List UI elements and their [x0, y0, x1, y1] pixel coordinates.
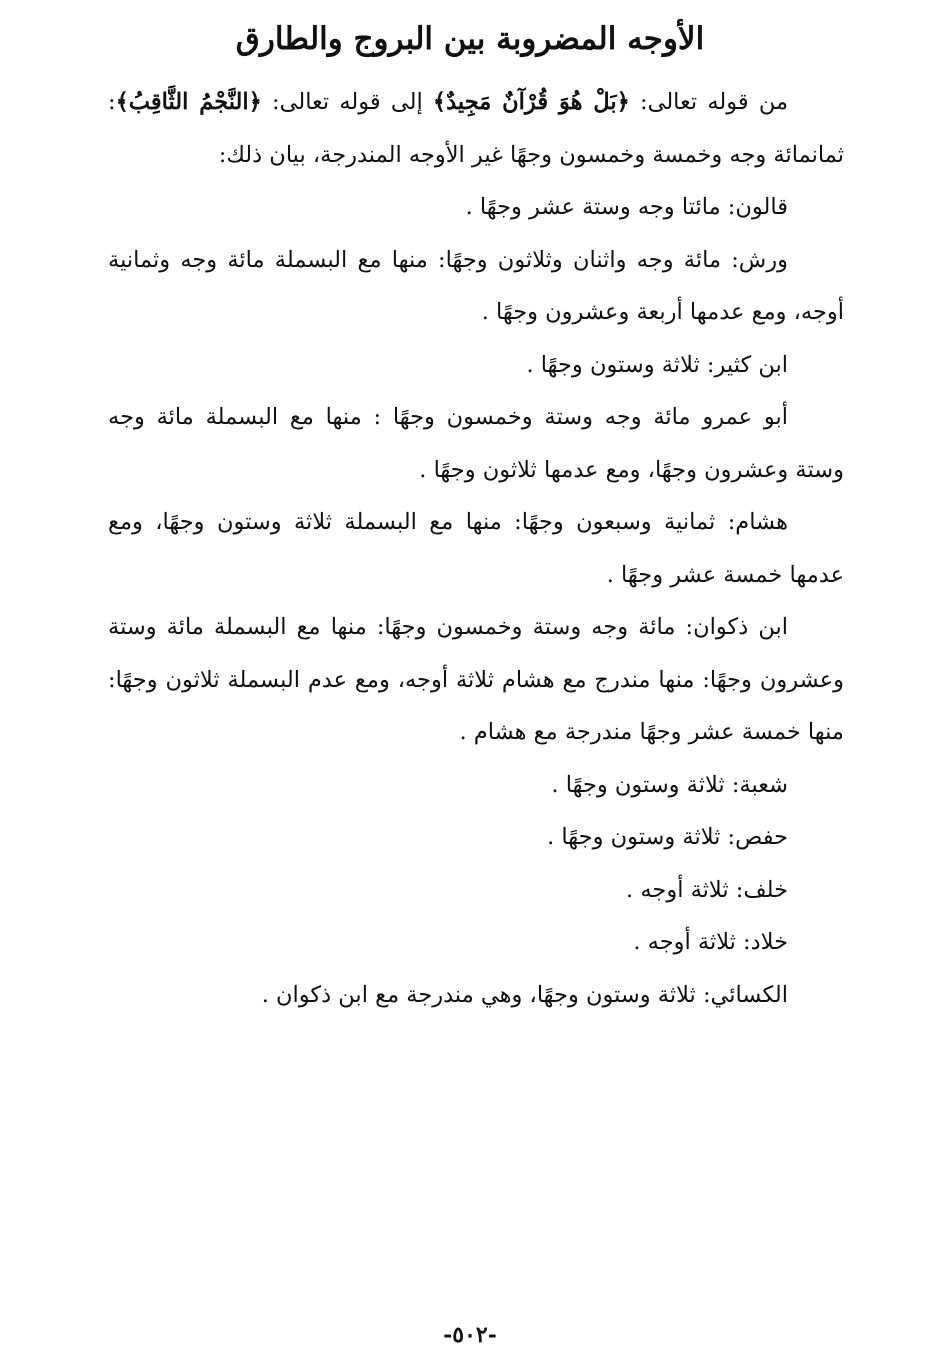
intro-text-between: إلى قوله تعالى: — [261, 89, 433, 115]
paragraph-qalun: قالون: مائتا وجه وستة عشر وجهًا . — [465, 194, 788, 220]
intro-paragraph — [108, 76, 844, 181]
paragraph-khalaf: خلف: ثلاثة أوجه . — [626, 876, 788, 903]
paragraph-hafs: حفص: ثلاثة وستون وجهًا . — [547, 824, 788, 850]
page-title: الأوجه المضروبة بين البروج والطارق — [235, 21, 705, 57]
paragraph-kisai: الكسائي: ثلاثة وستون وجهًا، وهي مندرجة مع ابن ذكوان . — [261, 981, 788, 1008]
intro-text-before: من قوله تعالى: — [629, 89, 788, 115]
paragraph-ibn-kathir: ابن كثير: ثلاثة وستون وجهًا . — [526, 351, 788, 378]
paragraph-ibn-dhakwan: ابن ذكوان: مائة وجه وستة وخمسون وجهًا: منها مع البسملة مائة وستة وعشرون وجهًا: منها مندرج مع هشام ثلاثة أوجه، ومع عدم البسملة ثلاثون وجهًا: منها خمسة عشر وجهًا مندرجة مع هشام . — [108, 614, 844, 745]
paragraph-khallad: خلاد: ثلاثة أوجه . — [633, 929, 788, 955]
quran-verse-first: ﴿بَلْ هُوَ قُرْآنٌ مَجِيدٌ﴾ — [432, 89, 630, 115]
page-number: -٥٠٢- — [443, 1322, 497, 1348]
paragraph-warsh: ورش: مائة وجه واثنان وثلاثون وجهًا: منها مع البسملة مائة وجه وثمانية أوجه، ومع عدمها أربعة وعشرون وجهًا . — [108, 246, 844, 325]
quran-verse-second: ﴿النَّجْمُ الثَّاقِبُ﴾ — [115, 89, 262, 115]
paragraph-abu-amr: أبو عمرو مائة وجه وستة وخمسون وجهًا : منها مع البسملة مائة وجه وستة وعشرون وجهًا، ومع عدمها ثلاثون وجهًا . — [108, 404, 844, 483]
body-text — [108, 76, 844, 1021]
intro-text-after: : ثمانمائة وجه وخمسة وخمسون وجهًا غير الأوجه المندرجة، بيان ذلك: — [108, 89, 844, 168]
paragraph-hisham: هشام: ثمانية وسبعون وجهًا: منها مع البسملة ثلاثة وستون وجهًا، ومع عدمها خمسة عشر وجهًا . — [108, 509, 844, 588]
paragraph-shuba: شعبة: ثلاثة وستون وجهًا . — [551, 771, 788, 798]
